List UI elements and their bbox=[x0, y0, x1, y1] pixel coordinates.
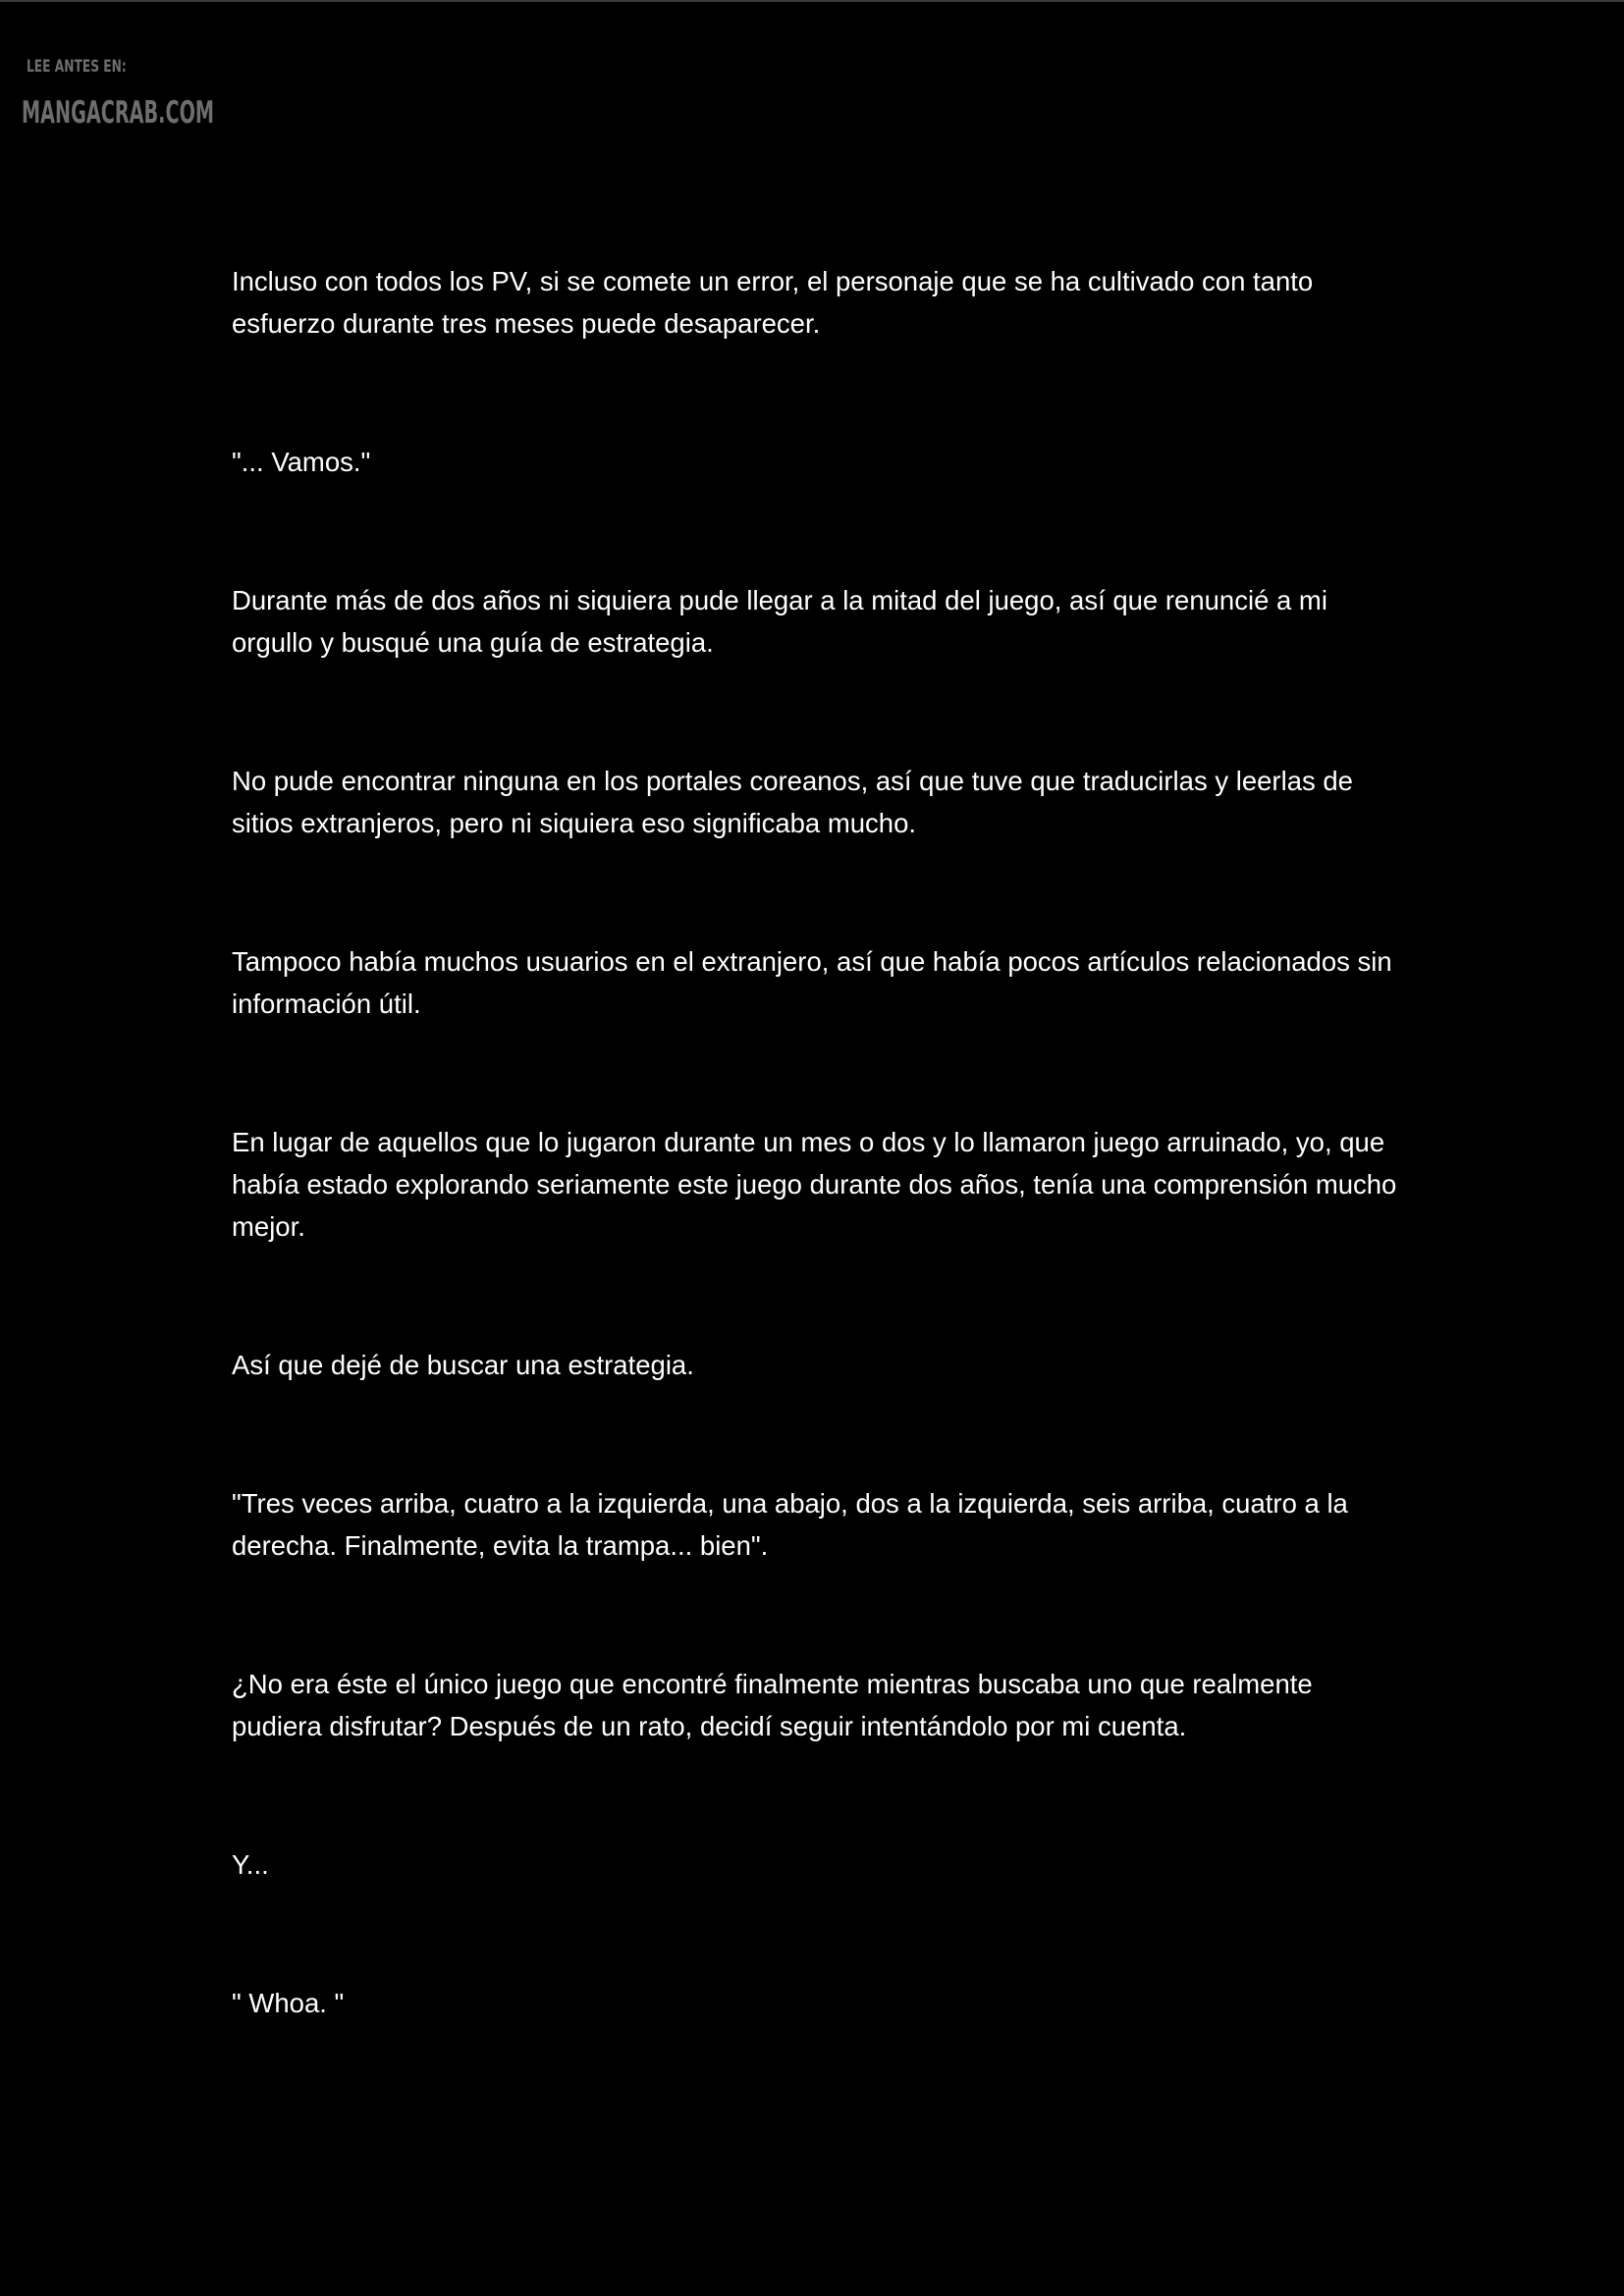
paragraph: Y... bbox=[232, 1849, 269, 1880]
paragraph: "... Vamos." bbox=[232, 447, 371, 477]
document-body bbox=[232, 260, 1400, 2024]
paragraph: " Whoa. " bbox=[232, 1988, 345, 2018]
paragraph: Así que dejé de buscar una estrategia. bbox=[232, 1350, 694, 1380]
watermark-site-name: MANGACRAB.COM bbox=[22, 95, 215, 131]
paragraph: Durante más de dos años ni siquiera pude llegar a la mitad del juego, así que renuncié a mi orgullo y busqué una guía de estrategia. bbox=[232, 585, 1327, 658]
watermark-read-first-label: LEE ANTES EN: bbox=[27, 57, 127, 77]
paragraph: ¿No era éste el único juego que encontré finalmente mientras buscaba uno que realmente pudiera disfrutar? Después de un rato, decidí seguir intentándolo por mi cuenta. bbox=[232, 1669, 1313, 1741]
paragraph: Incluso con todos los PV, si se comete un error, el personaje que se ha cultivado con tanto esfuerzo durante tres meses puede desaparecer. bbox=[232, 266, 1314, 339]
top-border bbox=[0, 0, 1624, 2]
paragraph: En lugar de aquellos que lo jugaron durante un mes o dos y lo llamaron juego arruinado, yo, que había estado explorando seriamente este juego durante dos años, tenía una comprensión mucho mejor. bbox=[232, 1127, 1397, 1242]
paragraph: Tampoco había muchos usuarios en el extranjero, así que había pocos artículos relacionados sin información útil. bbox=[232, 946, 1392, 1019]
watermark bbox=[22, 57, 332, 130]
paragraph: "Tres veces arriba, cuatro a la izquierda, una abajo, dos a la izquierda, seis arriba, cuatro a la derecha. Finalmente, evita la trampa... bien". bbox=[232, 1488, 1348, 1561]
paragraph: No pude encontrar ninguna en los portales coreanos, así que tuve que traducirlas y leerlas de sitios extranjeros, pero ni siquiera eso significaba mucho. bbox=[232, 766, 1353, 838]
